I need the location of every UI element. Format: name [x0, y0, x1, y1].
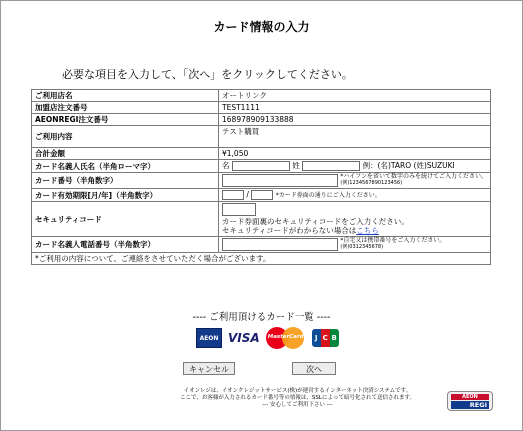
card-number-input[interactable] [222, 174, 338, 187]
member-order-label: 加盟店注文番号 [32, 102, 219, 114]
intro-text: 必要な項目を入力して、「次へ」をクリックしてください。 [62, 68, 353, 81]
security-cell [219, 202, 491, 237]
member-order-value: TEST1111 [219, 102, 491, 114]
expiry-year-input[interactable] [251, 190, 273, 200]
row-notice [32, 253, 491, 265]
card-number-cell [219, 173, 491, 189]
security-note2: セキュリティコードがわからない場合は [222, 226, 357, 235]
visa-logo: VISA [228, 331, 260, 345]
family-name-label: 姓 [292, 161, 300, 170]
security-help-link[interactable]: こちら [356, 226, 379, 235]
contents-value: テスト購買 [219, 126, 491, 148]
phone-notes [340, 238, 445, 251]
total-label: 合計金額 [32, 148, 219, 160]
security-code-input[interactable] [222, 203, 256, 216]
phone-example: (例)0312345678) [340, 244, 384, 251]
row-total [32, 148, 491, 160]
card-logos [196, 326, 339, 350]
aeon-card-logo: AEON [196, 328, 222, 348]
jcb-letter-b: B [330, 329, 339, 347]
security-label: セキュリティコード [32, 202, 219, 237]
shop-value: オートリンク [219, 90, 491, 102]
footer-line2: ここで、お客様が入力されるカード番号等の情報は、SSLによって暗号化されて送信されます。 [180, 395, 415, 402]
contents-label: ご利用内容 [32, 126, 219, 148]
jcb-letter-c: C [321, 329, 330, 347]
jcb-letter-j: J [312, 329, 321, 347]
phone-note: *自宅又は携帯番号をご入力ください。 [340, 237, 446, 245]
row-phone [32, 237, 491, 253]
contact-notice: *ご利用の内容について、ご連絡をさせていただく場合がございます。 [32, 253, 491, 265]
row-security [32, 202, 491, 237]
shop-label: ご利用店名 [32, 90, 219, 102]
security-note1: カード券面裏のセキュリティコードをご入力ください。 [222, 217, 409, 226]
footer-line1: イオンレジは、イオンクレジットサービス(株)が運営するインターネット決済システムです。 [183, 388, 412, 394]
row-name [32, 160, 491, 173]
expiry-note: *カード券面の通りにご入力ください。 [275, 192, 381, 199]
row-expiry [32, 189, 491, 202]
aeonregi-order-value: 168978909133888 [219, 114, 491, 126]
card-number-label: カード番号（半角数字） [32, 173, 219, 189]
given-name-input[interactable] [232, 161, 290, 171]
row-shop [32, 90, 491, 102]
phone-label: カード名義人電話番号（半角数字） [32, 237, 219, 253]
row-aeonregi-order [32, 114, 491, 126]
name-cell [219, 160, 491, 173]
aeonregi-order-label: AEONREGI注文番号 [32, 114, 219, 126]
jcb-logo [312, 329, 339, 347]
expiry-cell [219, 189, 491, 202]
phone-input[interactable] [222, 238, 338, 251]
footer-line3: --- 安心してご利用下さい --- [262, 402, 333, 409]
security-note2-line [222, 226, 487, 235]
page-title: カード情報の入力 [213, 20, 310, 34]
mastercard-logo [266, 327, 306, 349]
card-number-notes [340, 174, 487, 187]
row-contents [32, 126, 491, 148]
regi-logo-bottom: REGI [451, 401, 489, 409]
expiry-separator: / [246, 190, 249, 199]
expiry-label: カード有効期限[月/年]（半角数字） [32, 189, 219, 202]
row-card-number [32, 173, 491, 189]
family-name-input[interactable] [302, 161, 360, 171]
mastercard-text: MasterCard [267, 334, 304, 340]
expiry-month-input[interactable] [222, 190, 244, 200]
card-number-example: (例)1234567890123456) [340, 180, 403, 187]
card-info-table [31, 89, 491, 265]
name-example: 例：(名)TARO (姓)SUZUKI [362, 161, 455, 170]
next-button[interactable]: 次へ [292, 362, 336, 375]
regi-logo-top: AEON [451, 394, 489, 400]
given-name-label: 名 [222, 161, 230, 170]
row-member-order [32, 102, 491, 114]
card-number-note: *ハイフンを省いて数字のみを続けてご入力ください。 [340, 173, 487, 181]
total-value: ¥1,050 [219, 148, 491, 160]
phone-cell [219, 237, 491, 253]
footer-text [150, 388, 445, 409]
name-label: カード名義人氏名（半角ローマ字） [32, 160, 219, 173]
available-cards-heading: ---- ご利用頂けるカード一覧 ---- [192, 312, 331, 323]
aeon-regi-logo [447, 391, 493, 411]
cancel-button[interactable]: キャンセル [183, 362, 235, 375]
